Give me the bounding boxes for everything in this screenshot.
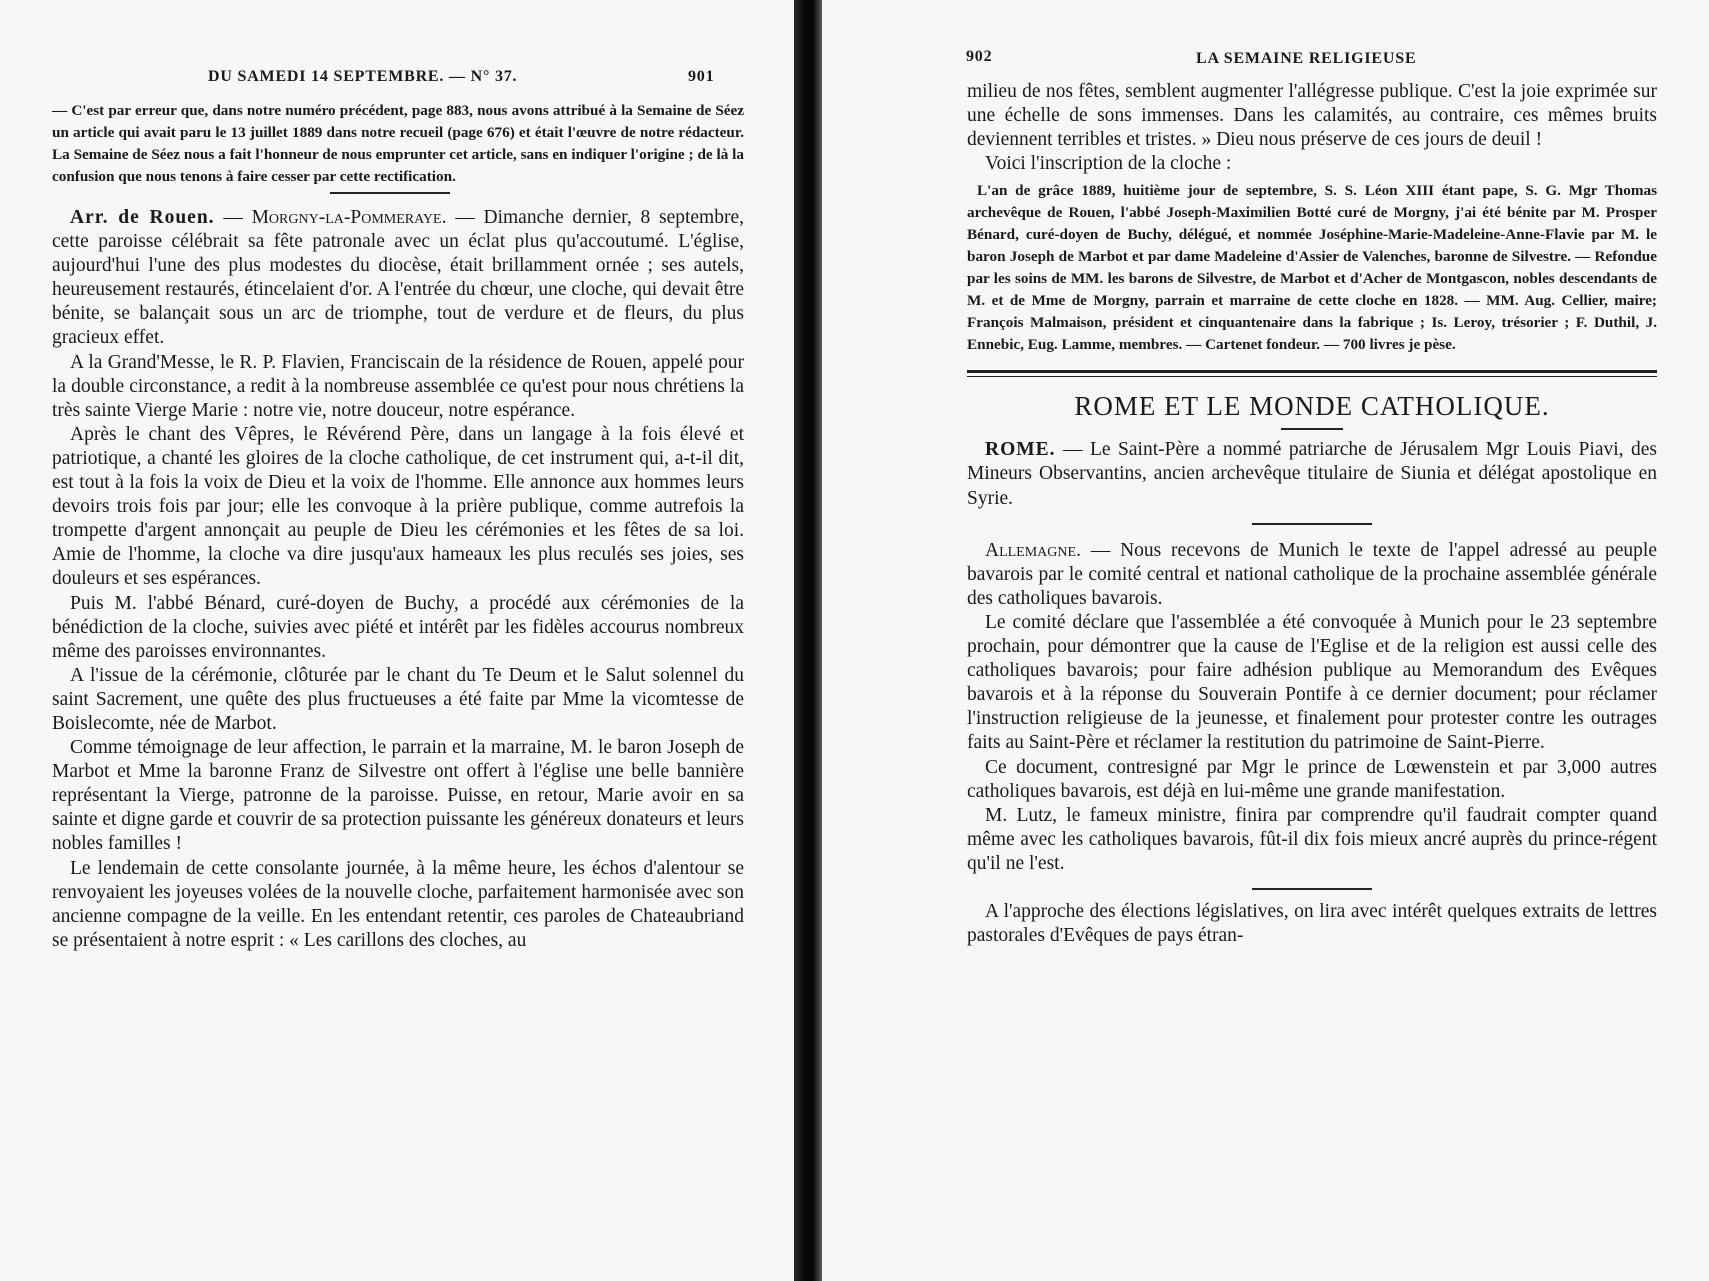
paragraph: Puis M. l'abbé Bénard, curé-doyen de Buchy, a procédé aux cérémonies de la bénédiction de la cloche, suivies avec piété et intérêt par les fidèles accourus nombreux même des paroisses environnantes. — [52, 592, 744, 662]
left-page-number: 901 — [688, 68, 715, 85]
inscription-intro: Voici l'inscription de la cloche : — [985, 153, 1232, 175]
section-lead: — Dimanche dernier, 8 septembre, cette paroisse célébrait sa fête patronale avec un éclat plus qu'accoutumé. L'église, aujourd'hui l'une des plus modestes du diocèse, était brillamment ornée ; ses autels, heureusement restaurés, étincelaient d'or. A l'entrée du chœur, une cloche, qui devait être bénite, se balançait sous un arc de triomphe, tout de verdure et de fleurs, du plus gracieux effet. — [52, 207, 744, 349]
paragraph: A l'issue de la cérémonie, clôturée par le chant du Te Deum et le Salut solennel du saint Sacrement, une quête des plus fructueuses a été faite par Mme la vicomtesse de Boislecomte, née de Marbot. — [52, 664, 744, 734]
paragraph: Après le chant des Vêpres, le Révérend Père, dans un langage à la fois élevé et patriotique, a chanté les gloires de la cloche catholique, de cet instrument qui, a-t-il dit, est tout à la fois la voix de Dieu et la voix de l'homme. Elle annonce aux hommes leurs devoirs trois fois par jour; elle les convoque à la prière publique, comme autrefois la trompette d'argent annonçait au peuple de Dieu les cérémonies et les fêtes de sa loi. Amie de l'homme, la cloche va dire jusqu'aux hameaux les plus reculés ses joies, ses douleurs et ses espérances. — [52, 423, 744, 590]
left-page — [0, 0, 794, 1281]
paragraph: A la Grand'Messe, le R. P. Flavien, Franciscain de la résidence de Rouen, appelé pour la double circonstance, a redit à la nombreuse assemblée ce qu'est pour nous chrétiens la très sainte Vierge Marie : notre vie, notre douceur, notre espérance. — [52, 351, 744, 421]
final-paragraph: A l'approche des élections législatives, on lira avec intérêt quelques extraits de lettres pastorales d'Evêques de pays étran- — [967, 900, 1657, 947]
paragraph: Comme témoignage de leur affection, le parrain et la marraine, M. le baron Joseph de Marbot et Mme la baronne Franz de Silvestre ont offert à l'église une belle bannière représentant la Vierge, patronne de la paroisse. Puisse, en retour, Marie avoir en sa sainte et digne garde et couvrir de sa protection puissante les généreux donateurs et leurs nobles familles ! — [52, 737, 745, 855]
allemagne-label: Allemagne. — [985, 539, 1081, 561]
paragraph: M. Lutz, le fameux ministre, finira par comprendre qu'il faudrait compter quand même avec les catholiques bavarois, fût-il dix fois mieux ancré auprès du prince-régent qu'il ne l'est. — [967, 804, 1657, 874]
rouen-lead: Arr. de Rouen. — Morgny-la-Pommeraye. — Dimanche dernier, 8 septembre, cette paroisse célébrait sa fête patronale avec un éclat plus qu'accoutumé. L'église, aujourd'hui l'une des plus modestes du diocèse, était brillamment ornée ; ses autels, heureusement restaurés, étincelaient d'or. A l'entrée du chœur, une cloche, qui devait être bénite, se balançait sous un arc de triomphe, tout de verdure et de fleurs, du plus gracieux effet. — [52, 207, 744, 349]
erratum-rule — [330, 192, 450, 194]
left-running-head: DU SAMEDI 14 SEPTEMBRE. — N° 37. — [208, 68, 518, 85]
allemagne-rule — [1252, 888, 1372, 890]
right-page — [822, 0, 1709, 1281]
section-place: Morgny-la-Pommeraye. — [251, 207, 447, 228]
right-column — [967, 80, 1657, 948]
allemagne-paragraph — [967, 539, 1657, 611]
continuation-text: milieu de nos fêtes, semblent augmenter l'allégresse publique. C'est la joie exprimée sur une échelle de sons immenses. Dans les calamités, au contraire, ces mêmes bruits deviennent terribles et tristes. » Dieu nous préserve de ces jours de deuil ! — [967, 81, 1657, 151]
right-running-head: LA SEMAINE RELIGIEUSE — [1196, 50, 1417, 67]
rome-text: — Le Saint-Père a nommé patriarche de Jérusalem Mgr Louis Piavi, des Mineurs Observantins, ancien archevêque titulaire de Siunia et délégat apostolique en Syrie. — [967, 439, 1657, 509]
paragraph: Le lendemain de cette consolante journée, à la même heure, les échos d'alentour se renvoyaient les joyeuses volées de la nouvelle cloche, parfaitement harmonisée avec son ancienne compagne de la veille. En les entendant retentir, ces paroles de Chateaubriand se présentaient à notre esprit : « Les carillons des cloches, au — [52, 857, 744, 951]
left-column — [52, 100, 744, 953]
section-heading: ROME ET LE MONDE CATHOLIQUE. — [1074, 391, 1550, 422]
paragraph: Le comité déclare que l'assemblée a été convoquée à Munich pour le 23 septembre prochain, pour démontrer que la cause de l'Eglise et de la religion est aussi celle des catholiques bavarois; pour faire adhésion publique au Memorandum des Evêques bavarois et à la réponse du Souverain Pontife à ce dernier document; pour réclamer l'instruction religieuse de la jeunesse, et finalement pour protester contre les outrages faits au Saint-Père et réclamer la restitution du patrimoine de Saint-Pierre. — [967, 611, 1657, 754]
right-page-number: 902 — [966, 48, 993, 65]
rome-paragraph — [967, 438, 1657, 510]
inscription-text: L'an de grâce 1889, huitième jour de septembre, S. S. Léon XIII étant pape, S. G. Mgr Thomas archevêque de Rouen, l'abbé Joseph-Maximilien Botté curé de Morgny, j'ai été bénite par M. Prosper Bénard, curé-doyen de Buchy, délégué, et nommée Joséphine-Marie-Madeleine-Anne-Flavie par M. le baron Joseph de Marbot et par dame Madeleine d'Assier de Valenches, baronne de Silvestre. — Refondue par les soins de MM. les barons de Silvestre, de Marbot et d'Acher de Montgascon, nobles descendants de M. et de Mme de Morgny, parrain et marraine de cette cloche en 1828. — MM. Aug. Cellier, maire; François Malmaison, président et cinquantenaire dans la fabrique ; Is. Leroy, trésorier ; F. Duthil, J. Ennebic, Eug. Lamme, membres. — Cartenet fondeur. — 700 livres je pèse. — [967, 182, 1657, 354]
paragraph: Ce document, contresigné par Mgr le prince de Lœwenstein et par 3,000 autres catholiques bavarois, est déjà en lui-même une grande manifestation. — [967, 756, 1657, 802]
section-double-rule — [967, 370, 1657, 377]
rome-label: ROME. — [985, 439, 1056, 461]
allemagne-text: — Nous recevons de Munich le texte de l'appel adressé au peuple bavarois par le comité central et national catholique de la prochaine assemblée générale des catholiques bavarois. — [967, 539, 1657, 609]
section-label: Arr. de Rouen. — [70, 207, 215, 228]
rome-rule — [1252, 523, 1372, 525]
book-gutter — [794, 0, 822, 1281]
erratum-note: — C'est par erreur que, dans notre numéro précédent, page 883, nous avons attribué à la Semaine de Séez un article qui avait paru le 13 juillet 1889 dans notre recueil (page 676) et était l'œuvre de notre rédacteur. La Semaine de Séez nous a fait l'honneur de nous emprunter cet article, sans en indiquer l'origine ; de là la confusion que nous tenons à faire cesser par cette rectification. — [52, 102, 744, 185]
heading-rule — [1281, 428, 1343, 430]
